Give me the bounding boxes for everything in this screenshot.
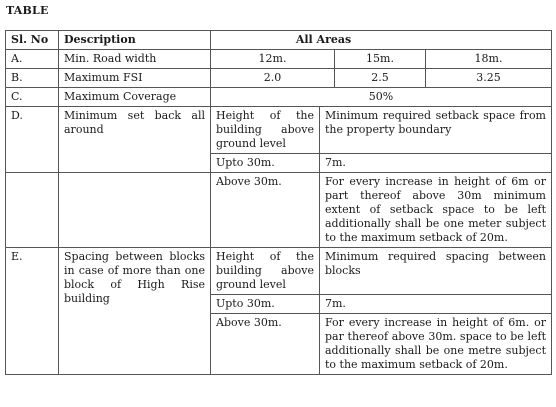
cell-height: Above 30m. <box>211 173 320 248</box>
subheader-height: Height of the building above ground level <box>211 107 320 154</box>
cell-setback: For every increase in height of 6m or part thereof above 30m minimum extent of setback space to be left additionally shall be one meter subject to the maximum setback of 20m. <box>320 173 552 248</box>
cell-value: 2.0 <box>211 69 335 88</box>
table-row <box>6 69 552 88</box>
subheader-spacing: Minimum required spacing between blocks <box>320 248 552 295</box>
cell-value: 12m. <box>211 50 335 69</box>
subheader-setback: Minimum required setback space from the property boundary <box>320 107 552 154</box>
cell-spacing: For every increase in height of 6m. or par thereof above 30m. space to be left additionally shall be one metre subject to the maximum setback of 20m. <box>320 314 552 375</box>
cell-value: 15m. <box>335 50 426 69</box>
header-description: Description <box>59 31 211 50</box>
table-row <box>6 248 552 295</box>
row-description: Minimum set back all around <box>59 107 211 173</box>
row-sl: E. <box>6 248 59 375</box>
header-all-areas: All Areas <box>211 31 552 50</box>
row-sl: A. <box>6 50 59 69</box>
row-description: Maximum FSI <box>59 69 211 88</box>
regulations-table <box>5 30 552 375</box>
table-title: TABLE <box>6 4 49 17</box>
cell-setback: 7m. <box>320 154 552 173</box>
row-sl: B. <box>6 69 59 88</box>
table-row <box>6 173 552 248</box>
cell-height: Upto 30m. <box>211 154 320 173</box>
cell-spacing: 7m. <box>320 295 552 314</box>
header-sl-no: Sl. No <box>6 31 59 50</box>
row-sl <box>6 173 59 248</box>
cell-height: Upto 30m. <box>211 295 320 314</box>
table-row <box>6 50 552 69</box>
row-sl: C. <box>6 88 59 107</box>
row-description: Maximum Coverage <box>59 88 211 107</box>
cell-height: Above 30m. <box>211 314 320 375</box>
cell-value: 18m. <box>426 50 552 69</box>
cell-value: 2.5 <box>335 69 426 88</box>
row-description <box>59 173 211 248</box>
row-description: Spacing between blocks in case of more than one block of High Rise building <box>59 248 211 375</box>
row-sl: D. <box>6 107 59 173</box>
table-row <box>6 88 552 107</box>
row-description: Min. Road width <box>59 50 211 69</box>
table-row <box>6 107 552 154</box>
cell-value: 3.25 <box>426 69 552 88</box>
header-row <box>6 31 552 50</box>
subheader-height: Height of the building above ground level <box>211 248 320 295</box>
cell-value: 50% <box>211 88 552 107</box>
